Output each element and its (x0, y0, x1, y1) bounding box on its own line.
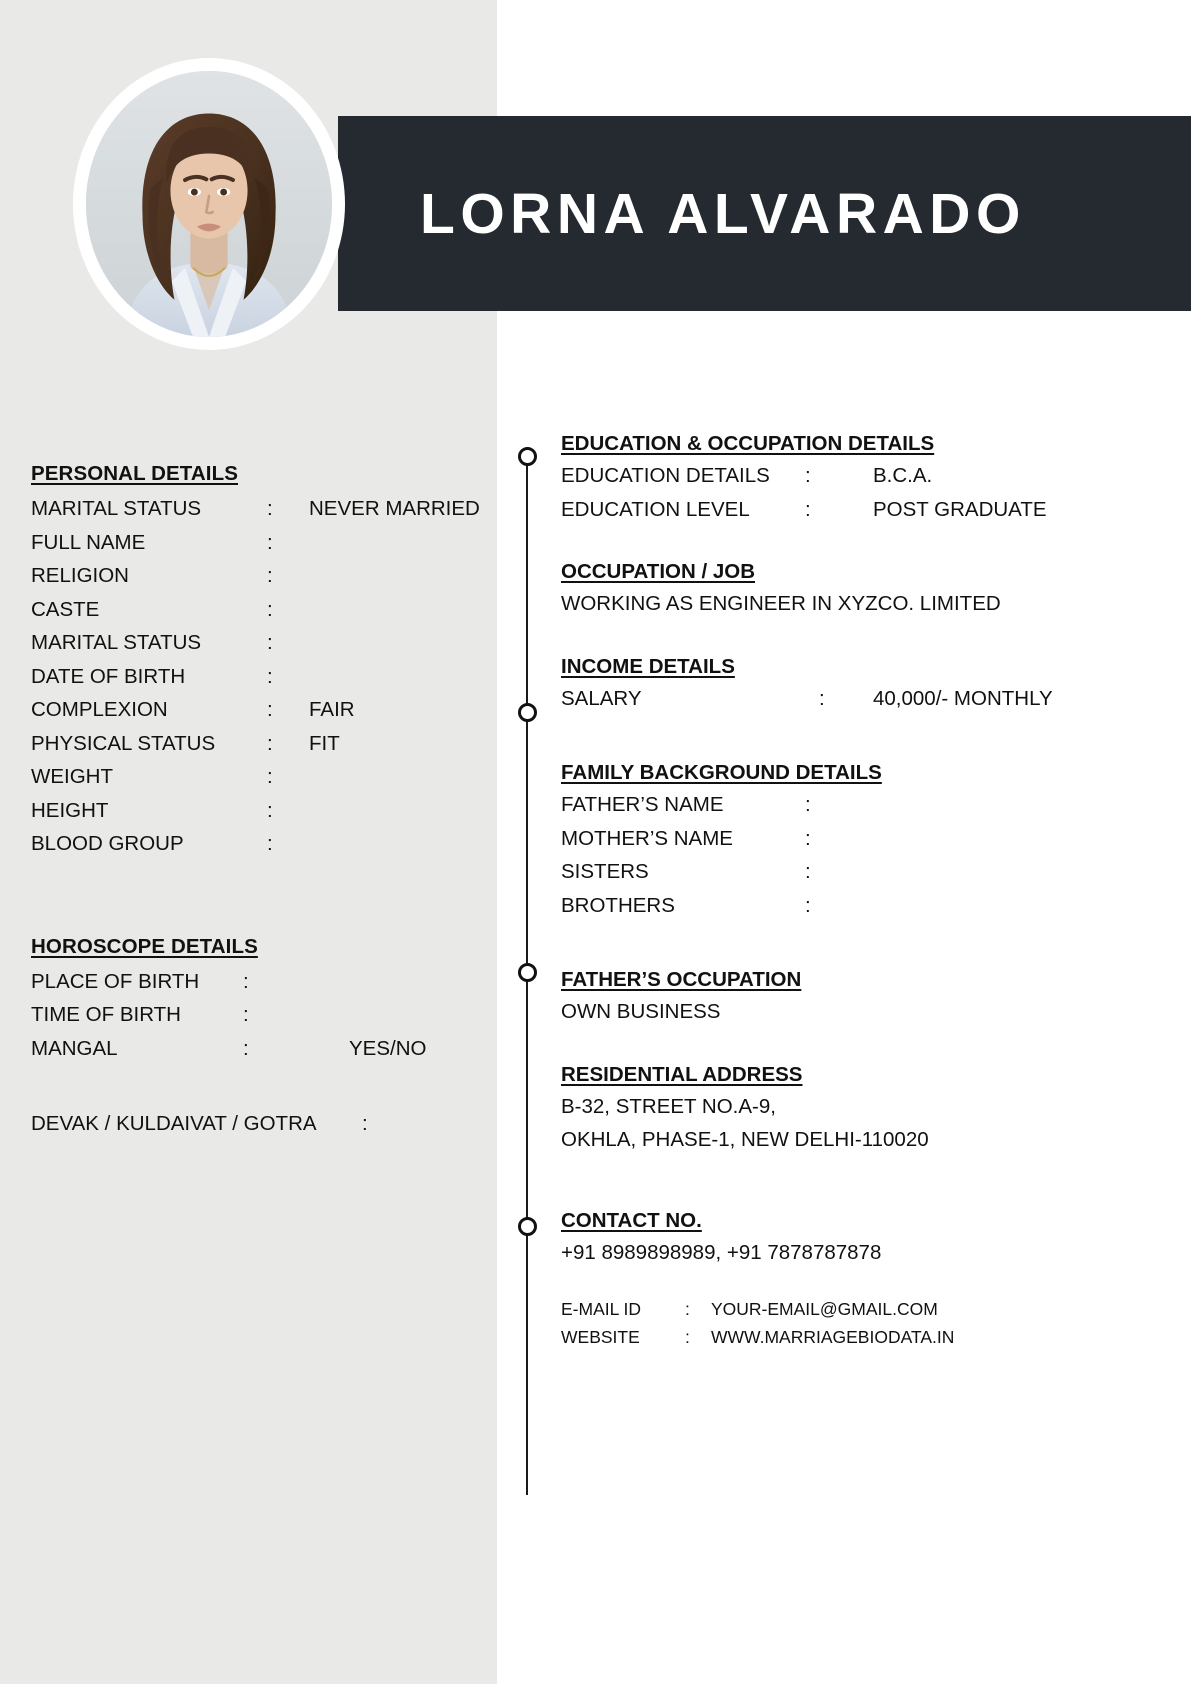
horoscope-details-heading: HOROSCOPE DETAILS (31, 934, 258, 958)
detail-separator: : (243, 969, 249, 993)
detail-label: MOTHER’S NAME (561, 826, 733, 850)
detail-row (561, 889, 1161, 923)
detail-row (31, 660, 481, 694)
contact-phone-numbers: +91 8989898989, +91 7878787878 (561, 1240, 882, 1264)
detail-label: MARITAL STATUS (31, 631, 202, 654)
detail-separator: : (685, 1299, 690, 1319)
detail-row (561, 459, 1161, 493)
detail-row (31, 827, 481, 861)
detail-row (561, 855, 1161, 889)
detail-separator: : (267, 731, 273, 755)
website-value[interactable]: WWW.MARRIAGEBIODATA.IN (711, 1327, 955, 1347)
detail-row (561, 822, 1161, 856)
detail-separator: : (805, 826, 811, 850)
detail-value: FIT (309, 731, 340, 755)
detail-label: RELIGION (31, 564, 129, 587)
detail-row (561, 788, 1161, 822)
name-banner (338, 116, 1191, 311)
detail-label: EDUCATION DETAILS (561, 464, 770, 487)
detail-separator: : (267, 798, 273, 822)
detail-label: CASTE (31, 597, 100, 621)
education-occupation-heading: EDUCATION & OCCUPATION DETAILS (561, 432, 935, 455)
email-value[interactable]: YOUR-EMAIL@GMAIL.COM (711, 1299, 938, 1319)
contact-no-heading: CONTACT NO. (561, 1208, 702, 1232)
detail-label: FATHER’S NAME (561, 793, 724, 816)
detail-separator: : (267, 765, 273, 788)
address-line-1: B-32, STREET NO.A-9, (561, 1094, 776, 1118)
detail-label: HEIGHT (31, 798, 109, 822)
detail-separator: : (685, 1327, 690, 1347)
detail-value: NEVER MARRIED (309, 497, 480, 520)
detail-label: MARITAL STATUS (31, 497, 202, 520)
detail-row (31, 965, 481, 999)
devak-label: DEVAK / KULDAIVAT / GOTRA (31, 1112, 317, 1135)
detail-label: PHYSICAL STATUS (31, 731, 216, 755)
father-occupation-heading: FATHER’S OCCUPATION (561, 968, 802, 991)
detail-row (31, 727, 481, 761)
detail-separator: : (243, 1003, 249, 1026)
detail-row (31, 526, 481, 560)
detail-value: YES/NO (349, 1036, 427, 1060)
detail-label: TIME OF BIRTH (31, 1003, 181, 1026)
section-spacer (561, 621, 1161, 655)
personal-details-list (31, 492, 481, 861)
detail-label: WEBSITE (561, 1327, 640, 1347)
detail-value: 40,000/- MONTHLY (873, 686, 1053, 710)
page-title: LORNA ALVARADO (420, 181, 1026, 246)
detail-row (31, 794, 481, 828)
portrait-photo-icon (86, 71, 332, 337)
section-spacer (561, 526, 1161, 560)
section-spacer (561, 922, 1161, 968)
detail-label: FULL NAME (31, 530, 146, 554)
detail-separator: : (805, 860, 811, 883)
detail-separator: : (267, 631, 273, 654)
detail-label: WEIGHT (31, 765, 113, 788)
detail-label: E-MAIL ID (561, 1299, 642, 1319)
detail-separator: : (267, 664, 273, 688)
detail-separator: : (267, 832, 273, 855)
detail-label: SALARY (561, 686, 642, 710)
left-column (31, 462, 481, 1141)
detail-separator: : (267, 497, 273, 520)
education-details-list (561, 459, 1161, 526)
detail-row (561, 1295, 1161, 1323)
avatar (73, 58, 345, 350)
timeline-dot-education (518, 447, 537, 466)
timeline-dot-contact (518, 1217, 537, 1236)
detail-row (561, 493, 1161, 527)
occupation-job-heading: OCCUPATION / JOB (561, 560, 755, 583)
section-spacer (31, 861, 481, 935)
detail-value: B.C.A. (873, 464, 933, 487)
income-details-list (561, 682, 1161, 716)
devak-separator: : (362, 1112, 368, 1135)
detail-row (31, 998, 481, 1032)
detail-row (31, 559, 481, 593)
section-spacer (561, 1157, 1161, 1209)
detail-label: MANGAL (31, 1036, 118, 1060)
detail-separator: : (267, 530, 273, 554)
right-column (561, 432, 1161, 1351)
detail-label: PLACE OF BIRTH (31, 969, 200, 993)
family-background-heading: FAMILY BACKGROUND DETAILS (561, 761, 882, 784)
income-details-heading: INCOME DETAILS (561, 654, 735, 678)
timeline-dot-father-occupation (518, 963, 537, 982)
contact-small-rows (561, 1295, 1161, 1351)
detail-row (31, 593, 481, 627)
personal-details-heading: PERSONAL DETAILS (31, 462, 239, 485)
detail-separator: : (805, 793, 811, 816)
detail-row (31, 760, 481, 794)
detail-label: BLOOD GROUP (31, 832, 184, 855)
detail-separator: : (819, 686, 825, 710)
detail-row (561, 1323, 1161, 1351)
detail-separator: : (267, 698, 273, 721)
detail-value: POST GRADUATE (873, 497, 1047, 521)
detail-row (31, 693, 481, 727)
detail-row (561, 682, 1161, 716)
detail-separator: : (267, 564, 273, 587)
section-spacer (31, 1065, 481, 1107)
detail-label: COMPLEXION (31, 698, 168, 721)
section-spacer (561, 715, 1161, 761)
avatar-image (86, 71, 332, 337)
detail-separator: : (805, 464, 811, 487)
detail-separator: : (805, 497, 811, 521)
detail-row (31, 492, 481, 526)
detail-row (31, 1032, 481, 1066)
devak-row (31, 1107, 481, 1141)
detail-label: BROTHERS (561, 893, 675, 917)
detail-value: FAIR (309, 698, 355, 721)
detail-separator: : (267, 597, 273, 621)
residential-address-heading: RESIDENTIAL ADDRESS (561, 1062, 803, 1086)
detail-label: SISTERS (561, 860, 649, 883)
horoscope-details-list (31, 965, 481, 1066)
section-spacer (561, 1029, 1161, 1063)
father-occupation-text: OWN BUSINESS (561, 1000, 721, 1023)
detail-separator: : (805, 893, 811, 917)
address-line-2: OKHLA, PHASE-1, NEW DELHI-110020 (561, 1128, 929, 1151)
detail-row (31, 626, 481, 660)
detail-label: EDUCATION LEVEL (561, 497, 750, 521)
detail-separator: : (243, 1036, 249, 1060)
occupation-job-text: WORKING AS ENGINEER IN XYZCO. LIMITED (561, 592, 1001, 615)
family-details-list (561, 788, 1161, 922)
detail-label: DATE OF BIRTH (31, 664, 186, 688)
timeline-dot-income (518, 703, 537, 722)
